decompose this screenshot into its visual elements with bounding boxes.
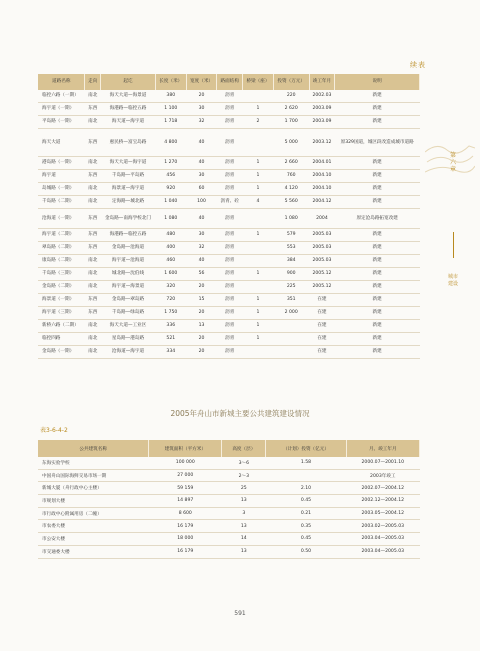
table-row [38,495,420,508]
table-cell: 0.21 [266,507,346,520]
table-cell: 2003.09 [309,116,335,129]
table-cell: 东西 [85,209,101,229]
table-cell: 2004.10 [309,183,335,196]
table-cell: 4 120 [273,183,309,196]
table-cell: 15 [186,294,217,307]
table-cell: 2003.05—2004.12 [346,507,419,520]
table-cell: 沥青 [217,90,243,103]
table-row [38,229,420,242]
table-cell [243,255,274,268]
roads-header: 道路名称 [38,74,85,90]
roads-header: 路面结构 [217,74,243,90]
table-cell: 新建 [335,103,420,116]
table-cell: 1 080 [155,209,186,229]
table-cell: 480 [155,229,186,242]
table-row [38,157,420,170]
table-cell: 临控六路（一期） [38,90,85,103]
table-cell: 320 [155,281,186,294]
table-cell: 553 [273,242,309,255]
table-cell: 新桥六路（二期） [38,320,85,333]
table-cell: 16 179 [149,545,222,558]
table-cell: 14 [222,533,266,546]
table-cell: 2 [243,116,274,129]
table-cell: 千岛路（二期） [38,196,85,209]
table-cell: 1 [243,170,274,183]
table-cell: 20 [186,346,217,359]
table-cell: 5 560 [273,196,309,209]
table-cell: 新建 [335,183,420,196]
table-cell: 临控四路 [38,333,85,346]
table-cell: 2003.09 [309,103,335,116]
table-cell: 2002.07—2004.12 [346,482,419,495]
roads-header: 投资（万元） [273,74,309,90]
table-cell: 岛城路（一期） [38,183,85,196]
table-row [38,507,420,520]
table-cell: 1 700 [273,116,309,129]
table-cell: 南北 [85,268,101,281]
table-cell: 456 [155,170,186,183]
table-cell: 1 [243,307,274,320]
table-cell: 225 [273,281,309,294]
table-row [38,520,420,533]
roads-table [38,74,420,359]
table-cell: 2003.02—2005.03 [346,520,419,533]
table-cell: 惠民桥—富宝岛路 [101,129,156,157]
table-row [38,533,420,546]
table-cell: 40 [186,209,217,229]
table-cell: 沥青 [217,242,243,255]
table-cell: 521 [155,333,186,346]
table-cell: 市农委大楼 [38,520,149,533]
table-cell: 海宇道（一期） [38,103,85,116]
table-cell: 2 000 [273,307,309,320]
table-cell: 东西 [85,129,101,157]
table-row [38,281,420,294]
table-cell: 千岛路—绿岛路 [101,307,156,320]
table-cell: 760 [273,170,309,183]
table-cell: 沥青 [217,320,243,333]
table-cell: 新建 [335,255,420,268]
table-cell: 东西 [85,229,101,242]
chapter-label: 第六章 [449,152,456,173]
table-cell [243,242,274,255]
table-cell: 新建 [335,346,420,359]
table-cell: 南北 [85,346,101,359]
table-cell: 920 [155,183,186,196]
table-cell: 沥青 [217,281,243,294]
table-cell: 海宇道—沧海道 [101,255,156,268]
table-cell: 59 159 [149,482,222,495]
table-row [38,242,420,255]
table-cell: 海港路—临控五路 [101,103,156,116]
table-row [38,116,420,129]
table-cell: 新建 [335,242,420,255]
side-divider [453,232,454,258]
table-cell: 沥青 [217,157,243,170]
table-row [38,294,420,307]
public_buildings-header: （计划）投资（亿元） [266,440,346,457]
table-cell: 定海路—城北路 [101,196,156,209]
table-cell: 新建 [335,268,420,281]
table-row [38,307,420,320]
table-cell: 1 040 [155,196,186,209]
table-cell: 南北 [85,116,101,129]
table-cell: 金岛路—南海学校北门 [101,209,156,229]
table-cell: 海宇道—海景道 [101,281,156,294]
table-cell: 2000.07—2001.10 [346,457,419,469]
table-cell: 新建 [335,333,420,346]
table-cell: 在建 [309,333,335,346]
table-cell: 海天大道—海景道 [101,90,156,103]
table-row [38,196,420,209]
table-cell: 334 [155,346,186,359]
table-cell: 金岛路—翠岛路 [101,294,156,307]
roads-header: 桥梁（座） [243,74,274,90]
section-label: 城市建设 [448,274,459,287]
table-cell: 东西 [85,242,101,255]
table-cell: 20 [186,281,217,294]
table-cell: 沥青 [217,294,243,307]
table-cell: 2004.10 [309,170,335,183]
table-cell: 南北 [85,281,101,294]
table-cell: 东西 [85,294,101,307]
table-cell: 13 [222,545,266,558]
table-cell [243,209,274,229]
table-cell: 翠岛路（二期） [38,242,85,255]
table-cell: 1 750 [155,307,186,320]
table-cell: 新建 [335,170,420,183]
table-cell: 1 [243,229,274,242]
table-cell: 1 080 [273,209,309,229]
table-cell: 沥青 [217,229,243,242]
table-cell: 东西 [85,170,101,183]
table-cell: 3 [222,507,266,520]
table-cell: 新建 [335,90,420,103]
table-cell: 原329国道，城区段改造成城市道路 [335,129,420,157]
table-cell: 25 [222,482,266,495]
table-cell [266,469,346,482]
table-cell: 海宇道（二期） [38,229,85,242]
table-cell: 1 600 [155,268,186,281]
table-cell: 2004.12 [309,196,335,209]
table-row [38,255,420,268]
table-cell: 新建 [335,281,420,294]
table-cell: 2 620 [273,103,309,116]
table-row [38,103,420,116]
table-cell: 南北 [85,333,101,346]
table-cell: 18 000 [149,533,222,546]
table-cell: 1.58 [266,457,346,469]
table-cell: 平岛路（一期） [38,116,85,129]
roads-header: 宽度（米） [186,74,217,90]
table-cell [273,333,309,346]
public-buildings-table [38,440,420,559]
table-cell: 新建 [335,320,420,333]
table-cell: 新城大厦（舟行政中心主楼） [38,482,149,495]
table-cell: 沥青 [217,129,243,157]
table-cell: 新建 [335,294,420,307]
table-cell: 13 [222,495,266,508]
table-cell: 沥青 [217,116,243,129]
table-cell: 2.10 [266,482,346,495]
table-cell: 1 270 [155,157,186,170]
table-row [38,183,420,196]
table-cell: 1 [243,157,274,170]
table-row [38,320,420,333]
table-cell: 海港路—临控五路 [101,229,156,242]
table-cell: 0.45 [266,495,346,508]
table-cell: 2005.03 [309,255,335,268]
table-cell: 8 600 [149,507,222,520]
table-cell: 2 660 [273,157,309,170]
table-cell: 100 [186,196,217,209]
table-cell: 南北 [85,320,101,333]
table-cell: 沥青 [217,268,243,281]
table-cell: 2002.12—2004.12 [346,495,419,508]
table-row [38,333,420,346]
table-cell [243,281,274,294]
table-cell: 在建 [309,346,335,359]
table-cell: 460 [155,255,186,268]
table-cell: 0.35 [266,520,346,533]
table-cell: 2003.04—2005.03 [346,533,419,546]
table-cell: 32 [186,242,217,255]
table-cell: 2003年竣工 [346,469,419,482]
table-cell: 金岛路（二期） [38,281,85,294]
table-cell [243,90,274,103]
table-cell: 在建 [309,307,335,320]
table-cell: 720 [155,294,186,307]
table-cell: 海宇道（三期） [38,307,85,320]
table-cell: 海天大道—工业区 [101,320,156,333]
table-cell: 1 100 [155,103,186,116]
table-cell: 351 [273,294,309,307]
table-cell: 56 [186,268,217,281]
table-cell: 南北 [85,255,101,268]
table-cell: 30 [186,170,217,183]
table-cell: 40 [186,157,217,170]
table-cell: 2003.04—2005.03 [346,545,419,558]
table-cell: 2004.01 [309,157,335,170]
table-cell: 1 [243,103,274,116]
public_buildings-header: 月、竣工年月 [346,440,419,457]
table-row [38,170,420,183]
table-cell: 14 897 [149,495,222,508]
table-row [38,482,420,495]
roads-header: 起讫 [101,74,156,90]
table-cell: 1 [243,183,274,196]
public-table-number: 表3-6-4-2 [40,427,68,434]
table-cell: 1 [243,320,274,333]
table-row [38,129,420,157]
roads-header: 长度（米） [155,74,186,90]
table-cell: 1 718 [155,116,186,129]
table-row [38,209,420,229]
table-cell: 东西 [85,307,101,320]
table-cell: 1 [243,333,274,346]
continued-label: 续表 [410,61,426,69]
table-cell: 2004 [309,209,335,229]
table-cell: 30 [186,103,217,116]
public_buildings-header: 公共建筑名称 [38,440,149,457]
table-row [38,469,420,482]
table-cell: 40 [186,129,217,157]
table-cell: 4 [243,196,274,209]
table-cell: 金岛路（一期） [38,346,85,359]
table-cell: 市规划大楼 [38,495,149,508]
table-cell: 384 [273,255,309,268]
table-cell: 4 800 [155,129,186,157]
table-cell: 沥青 [217,209,243,229]
table-cell: 1 [243,268,274,281]
table-cell: 南北 [85,196,101,209]
public_buildings-header: 高度（层） [222,440,266,457]
table-cell: 沥青 [217,183,243,196]
table-cell: 100 000 [149,457,222,469]
table-cell: 20 [186,333,217,346]
table-cell: 60 [186,183,217,196]
table-cell: 海天大道 [38,129,85,157]
table-cell: 海天道—海宇道 [101,116,156,129]
table-cell: 13 [186,320,217,333]
table-cell: 2005.03 [309,242,335,255]
page-number: 591 [234,610,246,617]
table-cell: 0.50 [266,545,346,558]
table-row [38,268,420,281]
table-cell: 市公安大楼 [38,533,149,546]
table-cell: 港岛路（一期） [38,157,85,170]
table-cell: 东海实验学校 [38,457,149,469]
table-cell: 城北路—沈伯线 [101,268,156,281]
table-cell: 2005.12 [309,268,335,281]
table-cell [243,346,274,359]
table-cell: 在建 [309,320,335,333]
table-cell: 400 [155,242,186,255]
table-cell: 30 [186,229,217,242]
table-cell [273,320,309,333]
table-cell: 2005.12 [309,281,335,294]
table-cell: 星岛路—港岛路 [101,333,156,346]
table-row [38,457,420,469]
table-cell: 沥青 [217,170,243,183]
table-cell [243,129,274,157]
table-cell: 900 [273,268,309,281]
table-cell: 康岛路（二期） [38,255,85,268]
public_buildings-header: 建筑面积（平方米） [149,440,222,457]
table-cell: 新建 [335,157,420,170]
table-cell: 380 [155,90,186,103]
table-cell: 2002.03 [309,90,335,103]
table-cell: 新建 [335,307,420,320]
table-cell: 579 [273,229,309,242]
table-cell: 13 [222,520,266,533]
table-cell: 1 [243,294,274,307]
table-row [38,346,420,359]
table-cell: 沥青、砼 [217,196,243,209]
table-cell: 2005.03 [309,229,335,242]
table-cell: 在建 [309,294,335,307]
table-cell: 32 [186,116,217,129]
table-cell: 2003.12 [309,129,335,157]
table-cell: 新建 [335,229,420,242]
table-cell: 市交通委大楼 [38,545,149,558]
table-cell: 3～6 [222,457,266,469]
table-cell: 东西 [85,103,101,116]
table-cell: 南北 [85,90,101,103]
table-cell: 海天大道—海宇道 [101,157,156,170]
table-cell: 16 179 [149,520,222,533]
table-cell: 沥青 [217,103,243,116]
table-cell: 新建 [335,196,420,209]
table-cell: 金岛路—沧海道 [101,242,156,255]
table-cell: 336 [155,320,186,333]
table-cell: 千岛路—平岛路 [101,170,156,183]
table-cell: 沥青 [217,333,243,346]
table-cell: 南北 [85,157,101,170]
table-cell: 沥青 [217,255,243,268]
table-cell: 0.45 [266,533,346,546]
table-cell: 南北 [85,183,101,196]
table-cell: 中国舟山国际海鲜交易市场一期 [38,469,149,482]
table-cell: 沧海道（一期） [38,209,85,229]
table-cell: 原定沧岛路拓宽改建 [335,209,420,229]
table-cell: 220 [273,90,309,103]
public-section-title: 2005年舟山市新城主要公共建筑建设情况 [170,409,310,418]
table-cell: 新建 [335,116,420,129]
table-cell: 20 [186,90,217,103]
table-cell: 千岛路（三期） [38,268,85,281]
table-cell: 沥青 [217,307,243,320]
table-row [38,545,420,558]
table-cell: 海宇道 [38,170,85,183]
table-cell: 27 000 [149,469,222,482]
roads-header: 走向 [85,74,101,90]
table-row [38,90,420,103]
table-cell: 沧海道—海宇道 [101,346,156,359]
roads-header: 竣工年月 [309,74,335,90]
roads-header: 说明 [335,74,420,90]
table-cell: 沥青 [217,346,243,359]
table-cell: 2～3 [222,469,266,482]
table-cell: 海景道—海宇道 [101,183,156,196]
table-cell [273,346,309,359]
table-cell: 海景道（一期） [38,294,85,307]
table-cell: 20 [186,307,217,320]
table-cell: 5 000 [273,129,309,157]
table-cell: 40 [186,255,217,268]
table-cell: 市行政中心附属用房（二幢） [38,507,149,520]
